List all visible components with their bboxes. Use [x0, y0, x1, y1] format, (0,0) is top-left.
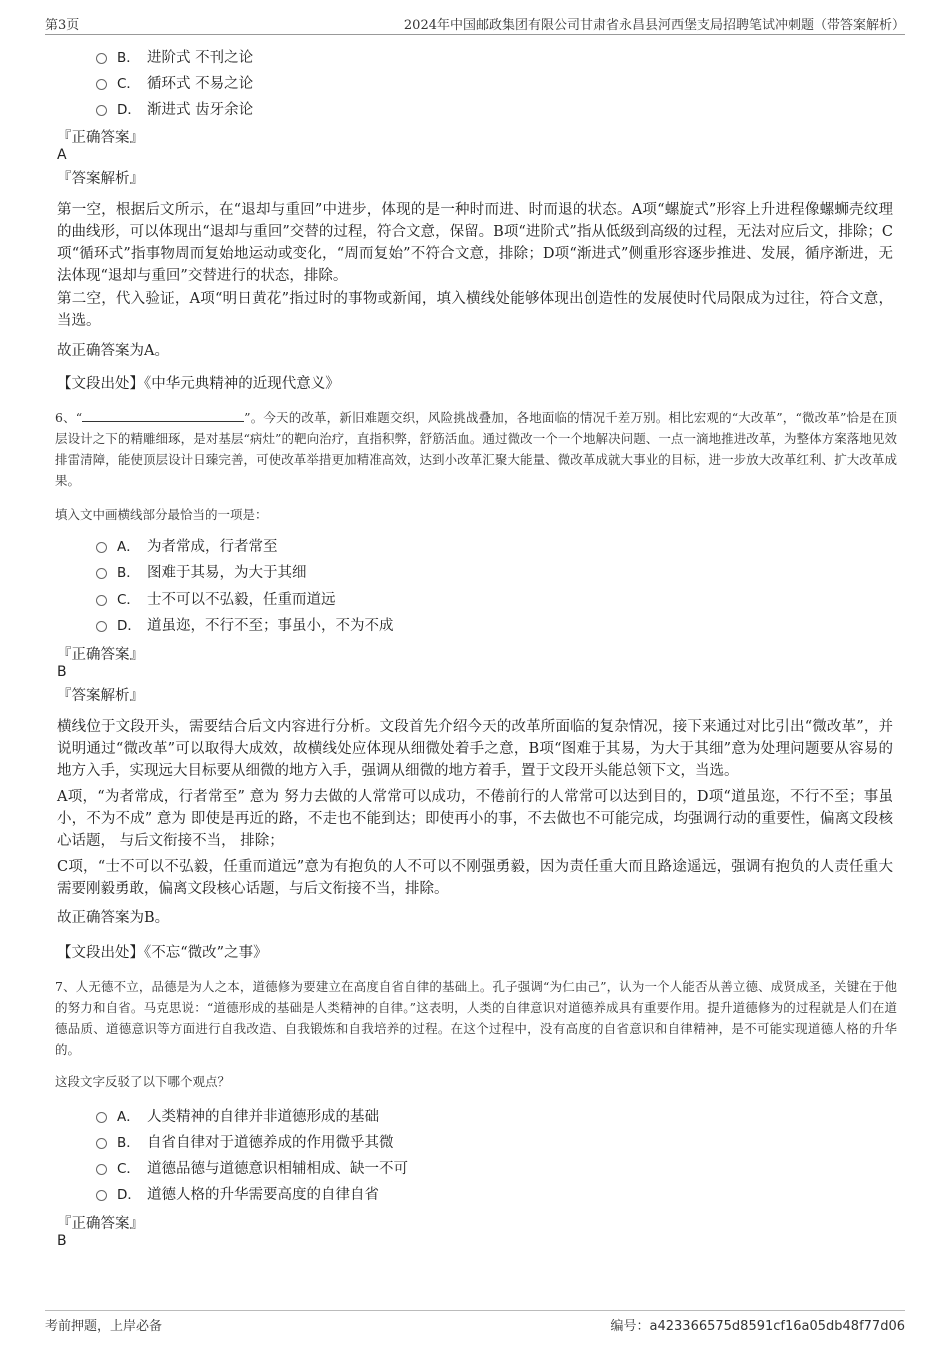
- q5-analysis-para-2: 第二空，代入验证，A项“明日黄花”指过时的事物或新闻，填入横线处能够体现出创造性的发展使时代局限成为过往，符合文意，当选。: [57, 291, 893, 329]
- q7-option-c[interactable]: C． 道德品德与道德意识相辅相成、缺一不可: [96, 1158, 408, 1180]
- q5-analysis-label: 『答案解析』: [57, 171, 144, 187]
- page-header: [45, 14, 905, 35]
- q5-answer: A: [57, 147, 67, 163]
- q6-question-text: 6、“ ”。今天的改革，新旧难题交织，风险挑战叠加，各地面临的情况千差万别。相比宏观的“大改革”，“微改革”恰是在顶层设计之下的精雕细琢，是对基层“病灶”的靶向治疗，直指积弊，舒筋活血。通过微改一个一个地解决问题、一点一滴地推进改革，为整体方案落地见效排雷清障，能使顶层设计日臻完善，可使改革举措更加精准高效，达到小改革汇聚大能量、微改革成就大事业的目标，进一步放大改革红利、扩大改革成果。: [55, 410, 897, 488]
- q6-option-d[interactable]: D． 道虽迩，不行不至；事虽小，不为不成: [96, 615, 394, 637]
- radio-icon[interactable]: [96, 1164, 107, 1175]
- page-footer: [45, 1310, 905, 1339]
- q5-answer-label: 『正确答案』: [57, 130, 144, 146]
- radio-icon[interactable]: [96, 53, 107, 64]
- radio-icon[interactable]: [96, 105, 107, 116]
- q7-option-a[interactable]: A． 人类精神的自律并非道德形成的基础: [96, 1106, 379, 1128]
- option-text: 人类精神的自律并非道德形成的基础: [147, 1109, 379, 1125]
- q6-answer: B: [57, 664, 67, 680]
- q7-prompt: 这段文字反驳了以下哪个观点？: [55, 1074, 231, 1089]
- option-text: 图难于其易，为大于其细: [147, 565, 307, 581]
- q7-answer-label: 『正确答案』: [57, 1216, 144, 1232]
- radio-icon[interactable]: [96, 542, 107, 553]
- q6-option-b[interactable]: B． 图难于其易，为大于其细: [96, 562, 307, 584]
- q6-prompt: 填入文中画横线部分最恰当的一项是：: [55, 507, 268, 522]
- option-text: 道德人格的升华需要高度的自律自省: [147, 1187, 379, 1203]
- q6-analysis-para-1: 横线位于文段开头，需要结合后文内容进行分析。文段首先介绍今天的改革所面临的复杂情况，接下来通过对比引出“微改革”，并说明通过“微改革”可以取得大成效，故横线处应体现从细微处着手之意，B项“图难于其易，为大于其细”意为处理问题要从容易的地方入手，实现远大目标要从细微的地方入手，强调从细微的地方着手，置于文段开头能总领下文，当选。: [57, 719, 893, 779]
- q6-conclusion: 故正确答案为B。: [57, 910, 170, 926]
- radio-icon[interactable]: [96, 1190, 107, 1201]
- q7-answer: B: [57, 1233, 67, 1249]
- radio-icon[interactable]: [96, 79, 107, 90]
- q6-analysis-para-3: C项，“士不可以不弘毅，任重而道远”意为有抱负的人不可以不刚强勇毅，因为责任重大而且路途遥远，强调有抱负的人责任重大需要刚毅勇敢，偏离文段核心话题，与后文衔接不当，排除。: [57, 859, 893, 897]
- q5-source: 【文段出处】《中华元典精神的近现代意义》: [57, 376, 340, 392]
- radio-icon[interactable]: [96, 1138, 107, 1149]
- q6-option-a[interactable]: A． 为者常成，行者常至: [96, 536, 278, 558]
- option-text: 循环式 不易之论: [147, 76, 254, 92]
- option-text: 进阶式 不刊之论: [147, 50, 254, 66]
- q7-question-text: 7、人无德不立，品德是为人之本，道德修为要建立在高度自省自律的基础上。孔子强调“为仁由己”，认为一个人能否从善立德、成贤成圣，关键在于他的努力和自省。马克思说：“道德形成的基础是人类精神的自律。”这表明，人类的自律意识对道德养成具有重要作用。提升道德修为的过程就是人们在道德品质、道德意识等方面进行自我改造、自我锻炼和自我培养的过程。在这个过程中，没有高度的自省意识和自律精神，是不可能实现道德人格的升华的。: [55, 979, 897, 1057]
- q7-option-b[interactable]: B． 自省自律对于道德养成的作用微乎其微: [96, 1132, 394, 1154]
- fill-blank: [82, 409, 244, 422]
- option-text: 士不可以不弘毅，任重而道远: [147, 592, 336, 608]
- q6-analysis-para-2: A项，“为者常成，行者常至” 意为 努力去做的人常常可以成功，不倦前行的人常常可以达到目的，D项“道虽迩，不行不至；事虽小，不为不成” 意为 即使是再近的路，不走也不能到达；即使再小的事，不去做也不可能完成，均强调行动的重要性，偏离文段核心话题， 与后文衔接不当， 排除；: [57, 789, 893, 849]
- option-text: 道德品德与道德意识相辅相成、缺一不可: [147, 1161, 408, 1177]
- q6-source: 【文段出处】《不忘“微改”之事》: [57, 945, 268, 961]
- q5-option-d[interactable]: D． 渐进式 齿牙余论: [96, 99, 253, 121]
- option-text: 渐进式 齿牙余论: [147, 102, 254, 118]
- option-text: 道虽迩，不行不至；事虽小，不为不成: [147, 618, 394, 634]
- option-text: 自省自律对于道德养成的作用微乎其微: [147, 1135, 394, 1151]
- q6-answer-label: 『正确答案』: [57, 647, 144, 663]
- option-text: 为者常成，行者常至: [147, 539, 278, 555]
- q7-option-d[interactable]: D． 道德人格的升华需要高度的自律自省: [96, 1184, 379, 1206]
- page-number: 第3页: [45, 18, 80, 33]
- q5-conclusion: 故正确答案为A。: [57, 343, 169, 359]
- footer-slogan: 考前押题，上岸必备: [45, 1319, 163, 1334]
- q5-option-b[interactable]: B． 进阶式 不刊之论: [96, 47, 253, 69]
- radio-icon[interactable]: [96, 1112, 107, 1123]
- q6-option-c[interactable]: C． 士不可以不弘毅，任重而道远: [96, 589, 336, 611]
- radio-icon[interactable]: [96, 568, 107, 579]
- q5-analysis-para-1: 第一空，根据后文所示，在“退却与重回”中进步，体现的是一种时而进、时而退的状态。A项“螺旋式”形容上升进程像螺蛳壳纹理的曲线形，可以体现出“退却与重回”交替的过程，符合文意，保留。B项“进阶式”指从低级到高级的过程，无法对应后文，排除；C项“循环式”指事物周而复始地运动或变化，“周而复始”不符合文意，排除；D项“渐进式”侧重形容逐步推进、发展，循序渐进，无法体现“退却与重回”交替进行的状态，排除。: [57, 202, 893, 284]
- radio-icon[interactable]: [96, 595, 107, 606]
- q5-option-c[interactable]: C． 循环式 不易之论: [96, 73, 253, 95]
- q6-analysis-label: 『答案解析』: [57, 688, 144, 704]
- radio-icon[interactable]: [96, 621, 107, 632]
- document-title: 2024年中国邮政集团有限公司甘肃省永昌县河西堡支局招聘笔试冲刺题（带答案解析）: [403, 18, 905, 33]
- document-code: 编号：a423366575d8591cf16a05db48f77d06: [610, 1319, 905, 1334]
